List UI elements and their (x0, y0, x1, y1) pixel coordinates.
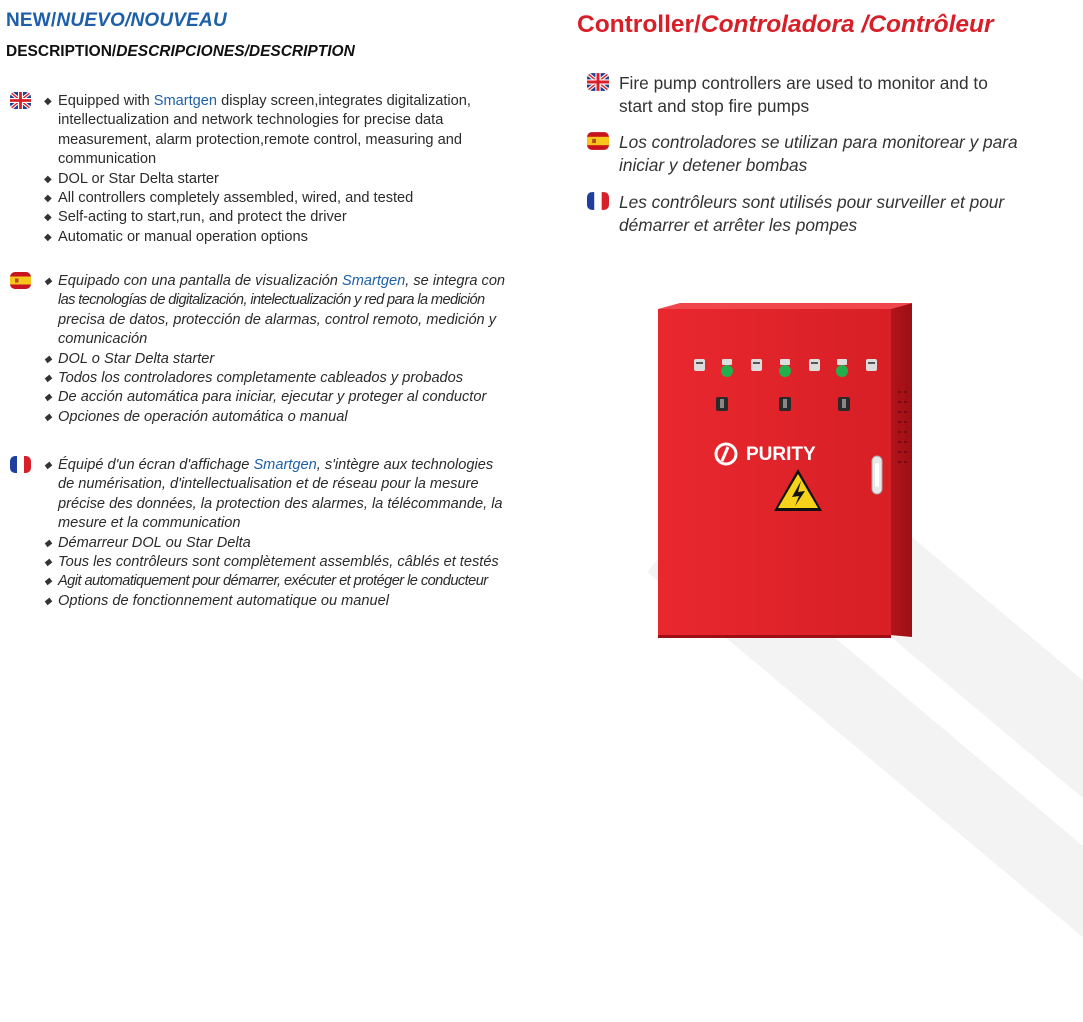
list-item: ◆ De acción automática para iniciar, ejecutar y proteger al conductor (44, 389, 487, 406)
list-item: ◆ Equipped with Smartgen display screen,integrates digitalization, intellectualization and network technologies for precise data measurement, alarm protection,remote control, measuring and communication (44, 93, 471, 168)
uk-flag-icon (587, 73, 609, 91)
list-item: ◆ Tous les contrôleurs sont complètement assemblés, câblés et testés (44, 554, 499, 571)
list-item: ◆ DOL o Star Delta starter (44, 350, 215, 367)
controller-english-text: Fire pump controllers are used to monitor and to start and stop fire pumps (619, 73, 988, 116)
list-item: ◆ Opciones de operación automática o manual (44, 408, 348, 425)
france-flag-icon (10, 456, 31, 473)
list-item: ◆ All controllers completely assembled, wired, and tested (44, 190, 414, 207)
new-heading: NEW/NUEVO/NOUVEAU (6, 10, 227, 31)
controller-title: Controller/Controladora /Contrôleur (577, 11, 994, 38)
spain-flag-icon (587, 132, 609, 150)
controller-french-text: Les contrôleurs sont utilisés pour surveiller et pour démarrer et arrêter les pompes (619, 192, 1005, 235)
brand-name: Smartgen (153, 93, 218, 109)
brand-name: Smartgen (341, 273, 406, 289)
france-flag-icon (587, 192, 609, 210)
spanish-description (44, 272, 524, 427)
list-item: ◆ DOL or Star Delta starter (44, 170, 219, 187)
list-item: ◆ Todos los controladores completamente cableados y probados (44, 370, 464, 387)
french-description (44, 456, 524, 611)
list-item: ◆ Self-acting to start,run, and protect the driver (44, 209, 347, 226)
description-heading: DESCRIPTION/DESCRIPCIONES/DESCRIPTION (6, 43, 355, 60)
list-item: ◆ Équipé d'un écran d'affichage Smartgen, s'intègre aux technologies de numérisation, d'intellectualisation et de réseau pour la mesure précise des données, la protection des alarmes, la télécommande, la mesure et la communication (44, 457, 503, 532)
list-item: ◆ Options de fonctionnement automatique ou manuel (44, 592, 390, 609)
fire-pump-controller-image (658, 301, 918, 641)
list-item: ◆ Equipado con una pantalla de visualización Smartgen, se integra con las tecnologías de digitalización, intelectualización y red para la medición precisa de datos, protección de alarmas, control remoto, medición y comunicación (44, 273, 506, 348)
list-item: ◆ Agit automatiquement pour démarrer, exécuter et protéger le conducteur (44, 573, 488, 590)
controller-spanish-text: Los controladores se utilizan para monitorear y para iniciar y detener bombas (619, 132, 1018, 175)
english-description (44, 92, 524, 247)
list-item: ◆ Automatic or manual operation options (44, 228, 308, 245)
list-item: ◆ Démarreur DOL ou Star Delta (44, 534, 251, 551)
spain-flag-icon (10, 272, 31, 289)
uk-flag-icon (10, 92, 31, 109)
brand-name: Smartgen (253, 457, 317, 473)
purity-logo: PURITY (746, 444, 816, 465)
